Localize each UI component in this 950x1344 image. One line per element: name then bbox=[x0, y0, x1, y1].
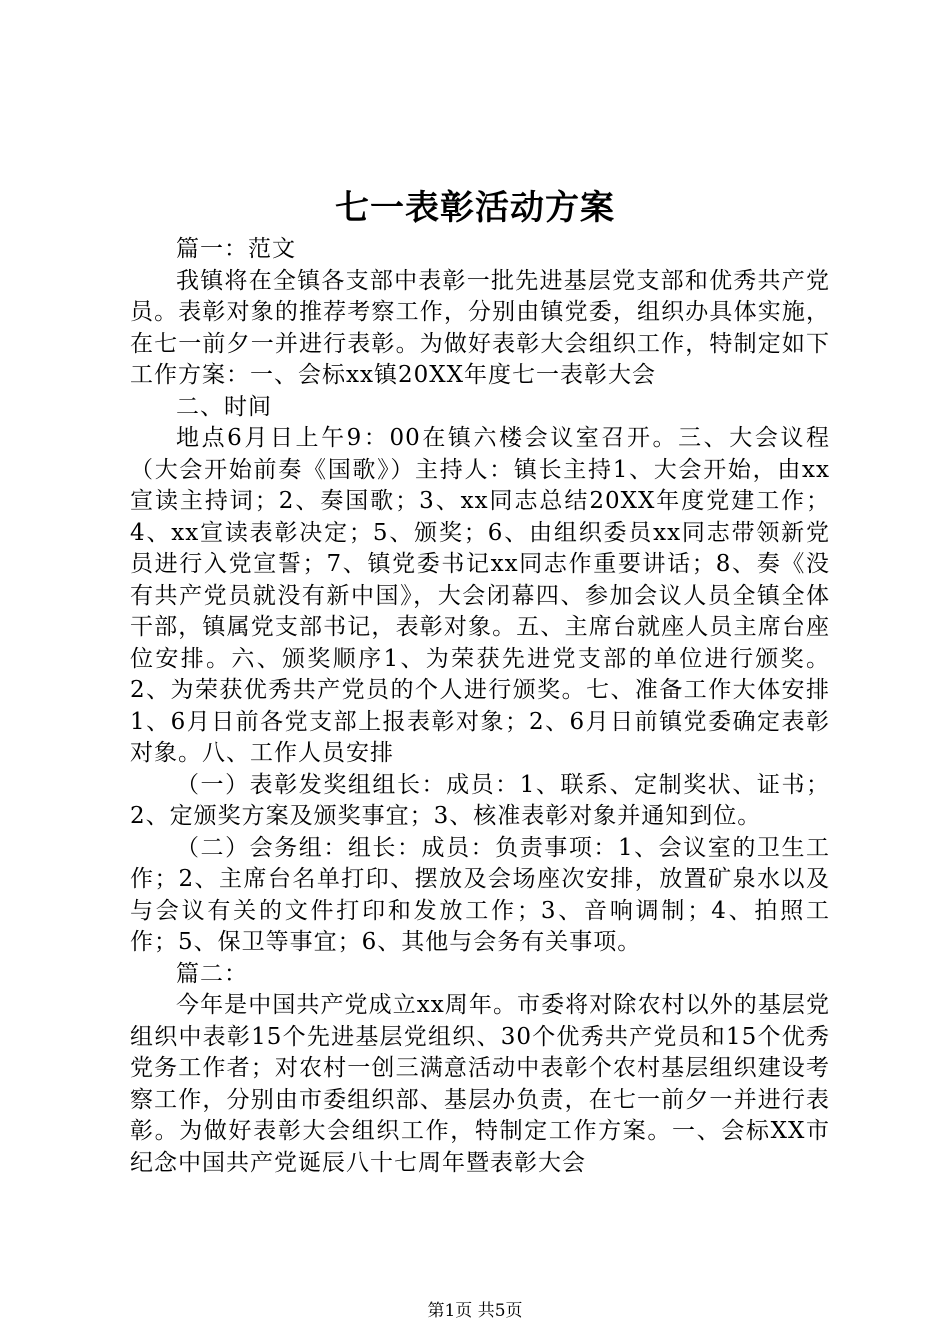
paragraph-intro: 我镇将在全镇各支部中表彰一批先进基层党支部和优秀共产党员。表彰对象的推荐考察工作，分别由镇党委，组织办具体实施，在七一前夕一并进行表彰。为做好表彰大会组织工作，特制定如下工作方案：一、会标xx镇20XX年度七一表彰大会 bbox=[130, 267, 830, 388]
paragraph-time-heading: 二、时间 bbox=[176, 393, 272, 420]
paragraph-agenda: 地点6月日上午9：00在镇六楼会议室召开。三、大会议程（大会开始前奏《国歌》）主持人：镇长主持1、大会开始，由xx宣读主持词；2、奏国歌；3、xx同志总结20XX年度党建工作；4、xx宣读表彰决定；5、颁奖；6、由组织委员xx同志带领新党员进行入党宣誓；7、镇党委书记xx同志作重要讲话；8、奏《没有共产党员就没有新中国》，大会闭幕四、参加会议人员全镇全体干部，镇属党支部书记，表彰对象。五、主席台就座人员主席台座位安排。六、颁奖顺序1、为荣获先进党支部的单位进行颁奖。2、为荣获优秀共产党员的个人进行颁奖。七、准备工作大体安排1、6月日前各党支部上报表彰对象；2、6月日前镇党委确定表彰对象。八、工作人员安排 bbox=[130, 425, 830, 766]
paragraph-section-two-body: 今年是中国共产党成立xx周年。市委将对除农村以外的基层党组织中表彰15个先进基层党组织、30个优秀共产党员和15个优秀党务工作者；对农村一创三满意活动中表彰个农村基层组织建设考察工作，分别由市委组织部、基层办负责，在七一前夕一并进行表彰。为做好表彰大会组织工作，特制定工作方案。一、会标XX市纪念中国共产党诞辰八十七周年暨表彰大会 bbox=[130, 992, 830, 1176]
document-body bbox=[130, 234, 830, 1179]
paragraph-section-two-heading: 篇二： bbox=[176, 960, 248, 987]
paragraph-section-one-heading: 篇一：范文 bbox=[176, 236, 296, 262]
paragraph-award-group: （一）表彰发奖组组长：成员：1、联系、定制奖状、证书；2、定颁奖方案及颁奖事宜；3、核准表彰对象并通知到位。 bbox=[130, 771, 830, 829]
page-number: 第1页 共5页 bbox=[427, 1301, 523, 1321]
paragraph-affairs-group: （二）会务组：组长：成员：负责事项：1、会议室的卫生工作；2、主席台名单打印、摆放及会场座次安排，放置矿泉水以及与会议有关的文件打印和发放工作；3、音响调制；4、拍照工作；5、保卫等事宜；6、其他与会务有关事项。 bbox=[130, 834, 830, 955]
document-title: 七一表彰活动方案 bbox=[335, 188, 615, 228]
